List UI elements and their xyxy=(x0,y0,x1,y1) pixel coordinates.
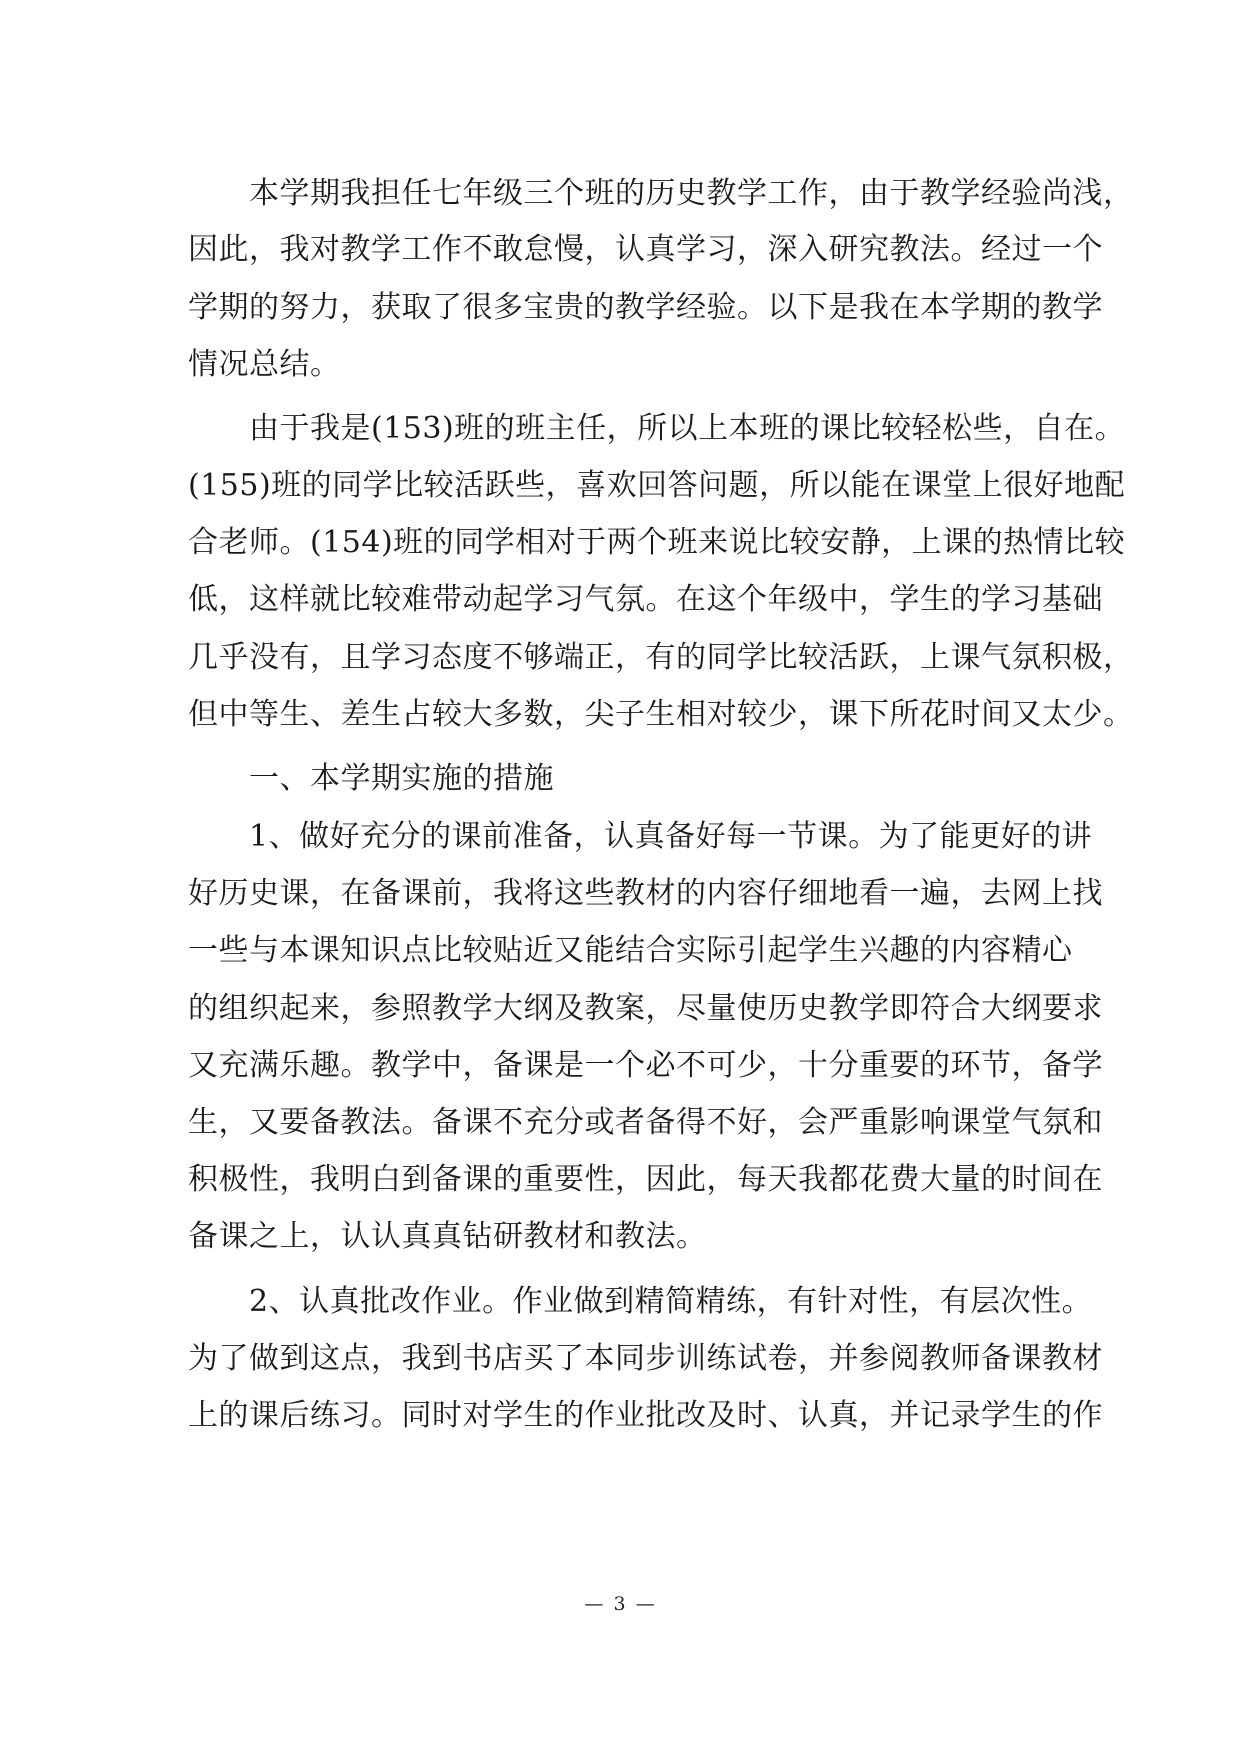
text-line-6: (155)班的同学比较活跃些，喜欢回答问题，所以能在课堂上很好地配 xyxy=(188,468,1126,503)
text-line-12: 1、做好充分的课前准备，认真备好每一节课。为了能更好的讲 xyxy=(188,819,1093,854)
text-line-16: 又充满乐趣。教学中，备课是一个必不可少，十分重要的环节，备学 xyxy=(188,1048,1103,1083)
text-line-14: 一些与本课知识点比较贴近又能结合实际引起学生兴趣的内容精心 xyxy=(188,933,1073,968)
text-line-10: 但中等生、差生占较大多数，尖子生相对较少，课下所花时间又太少。 xyxy=(188,697,1134,732)
text-line-22: 上的课后练习。同时对学生的作业批改及时、认真，并记录学生的作 xyxy=(188,1398,1103,1433)
text-line-5: 由于我是(153)班的班主任，所以上本班的课比较轻松些，自在。 xyxy=(188,411,1126,446)
text-line-3: 学期的努力，获取了很多宝贵的教学经验。以下是我在本学期的教学 xyxy=(188,290,1103,325)
text-line-20: 2、认真批改作业。作业做到精简精练，有针对性，有层次性。 xyxy=(188,1284,1093,1319)
page-number: — 3 — xyxy=(584,1593,657,1615)
text-line-19: 备课之上，认认真真钻研教材和教法。 xyxy=(188,1219,707,1254)
text-line-8: 低，这样就比较难带动起学习气氛。在这个年级中，学生的学习基础 xyxy=(188,582,1103,617)
text-line-4: 情况总结。 xyxy=(188,347,341,382)
text-line-15: 的组织起来，参照教学大纲及教案，尽量使历史教学即符合大纲要求 xyxy=(188,991,1103,1026)
text-line-21: 为了做到这点，我到书店买了本同步训练试卷，并参阅教师备课教材 xyxy=(188,1341,1103,1376)
text-line-2: 因此，我对教学工作不敢怠慢，认真学习，深入研究教法。经过一个 xyxy=(188,232,1103,267)
text-line-18: 积极性，我明白到备课的重要性，因此，每天我都花费大量的时间在 xyxy=(188,1162,1103,1197)
text-line-7: 合老师。(154)班的同学相对于两个班来说比较安静，上课的热情比较 xyxy=(188,525,1126,560)
text-line-13: 好历史课，在备课前，我将这些教材的内容仔细地看一遍，去网上找 xyxy=(188,876,1103,911)
text-line-1: 本学期我担任七年级三个班的历史教学工作，由于教学经验尚浅， xyxy=(188,176,1134,211)
text-line-9: 几乎没有，且学习态度不够端正，有的同学比较活跃，上课气氛积极， xyxy=(188,640,1134,675)
text-line-17: 生，又要备教法。备课不充分或者备得不好，会严重影响课堂气氛和 xyxy=(188,1105,1103,1140)
section-heading: 一、本学期实施的措施 xyxy=(188,761,554,796)
